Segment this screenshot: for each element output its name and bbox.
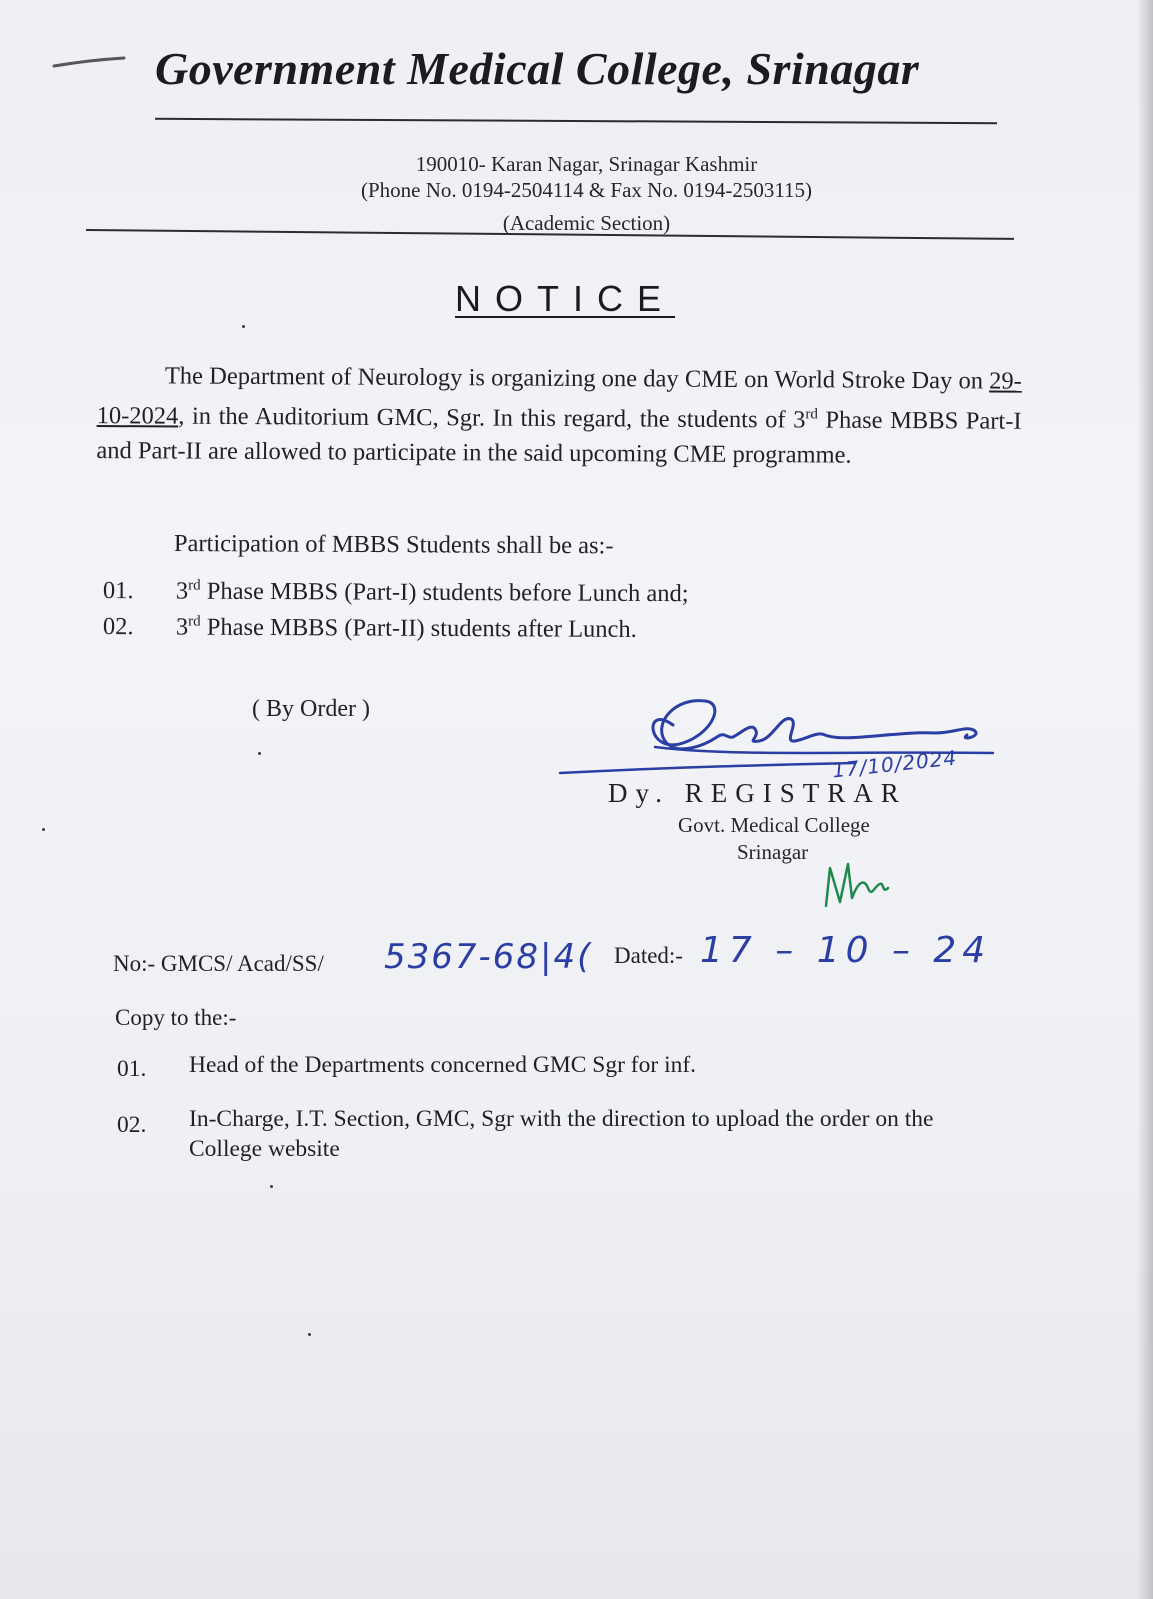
dated-label: Dated:-	[614, 943, 683, 968]
initials-mark	[818, 858, 898, 918]
para-text-3: Phase MBBS Part-I and Part-II are allowed to participate in the said upcoming CME programme.	[96, 406, 1022, 469]
notice-paragraph	[96, 358, 1022, 474]
ordinal: 3	[175, 613, 189, 641]
section-name: (Academic Section)	[502, 211, 671, 235]
item-text: Phase MBBS (Part-II) students after Lunch.	[200, 613, 637, 643]
copy-text: In-Charge, I.T. Section, GMC, Sgr with the direction to upload the order on the College website	[189, 1106, 934, 1162]
notice-title: NOTICE	[455, 278, 676, 319]
cme-date: 29-10-2024	[96, 367, 1022, 430]
list-item	[103, 613, 903, 649]
reference-number-label: No:- GMCS/ Acad/SS/	[113, 951, 324, 976]
pen-mark	[50, 52, 130, 72]
college-title: Government Medical College, Srinagar	[155, 43, 920, 94]
ordinal: 3	[175, 577, 189, 605]
copy-to-label: Copy to the:-	[115, 1005, 237, 1030]
college-phone: (Phone No. 0194-2504114 & Fax No. 0194-2503115)	[360, 178, 813, 202]
phase-suffix: rd	[805, 406, 818, 423]
paper-edge-shadow	[1137, 0, 1153, 1599]
registrar-place: Srinagar	[737, 840, 809, 864]
item-text: Phase MBBS (Part-I) students before Lunch and;	[200, 577, 689, 608]
paper-speck	[270, 1185, 273, 1188]
paper-speck	[42, 828, 45, 831]
list-item	[103, 577, 903, 613]
paper-speck	[308, 1333, 311, 1336]
college-address: 190010- Karan Nagar, Srinagar Kashmir	[415, 152, 758, 176]
para-text-1: The Department of Neurology is organizing one day CME on World Stroke Day on	[164, 362, 990, 395]
ordinal-suffix: rd	[188, 577, 201, 594]
by-order: ( By Order )	[252, 696, 370, 722]
copy-number: 02.	[117, 1112, 147, 1138]
list-text	[176, 613, 637, 644]
para-text-2: , in the Auditorium GMC, Sgr. In this regard, the students of	[178, 402, 794, 434]
signature-date: 17/10/2024	[831, 745, 959, 783]
list-text	[176, 577, 689, 608]
handwritten-date: 17 – 10 – 24	[700, 930, 992, 971]
title-underline	[155, 118, 997, 124]
copy-number: 01.	[117, 1056, 147, 1082]
list-number: 01.	[102, 577, 134, 605]
registrar-title: Dy. REGISTRAR	[608, 778, 907, 808]
copy-item	[117, 1104, 967, 1174]
list-number: 02.	[102, 613, 134, 641]
handwritten-reference-number: 5367-68|4(	[384, 937, 593, 977]
participation-line: Participation of MBBS Students shall be as:-	[173, 530, 614, 560]
copy-item	[117, 1050, 967, 1090]
paper-speck	[258, 752, 261, 755]
ordinal-suffix: rd	[188, 613, 201, 630]
registrar-org: Govt. Medical College	[678, 813, 870, 837]
copy-text: Head of the Departments concerned GMC Sgr for inf.	[189, 1052, 697, 1078]
paper-speck	[242, 325, 245, 328]
phase-number: 3	[793, 406, 806, 434]
